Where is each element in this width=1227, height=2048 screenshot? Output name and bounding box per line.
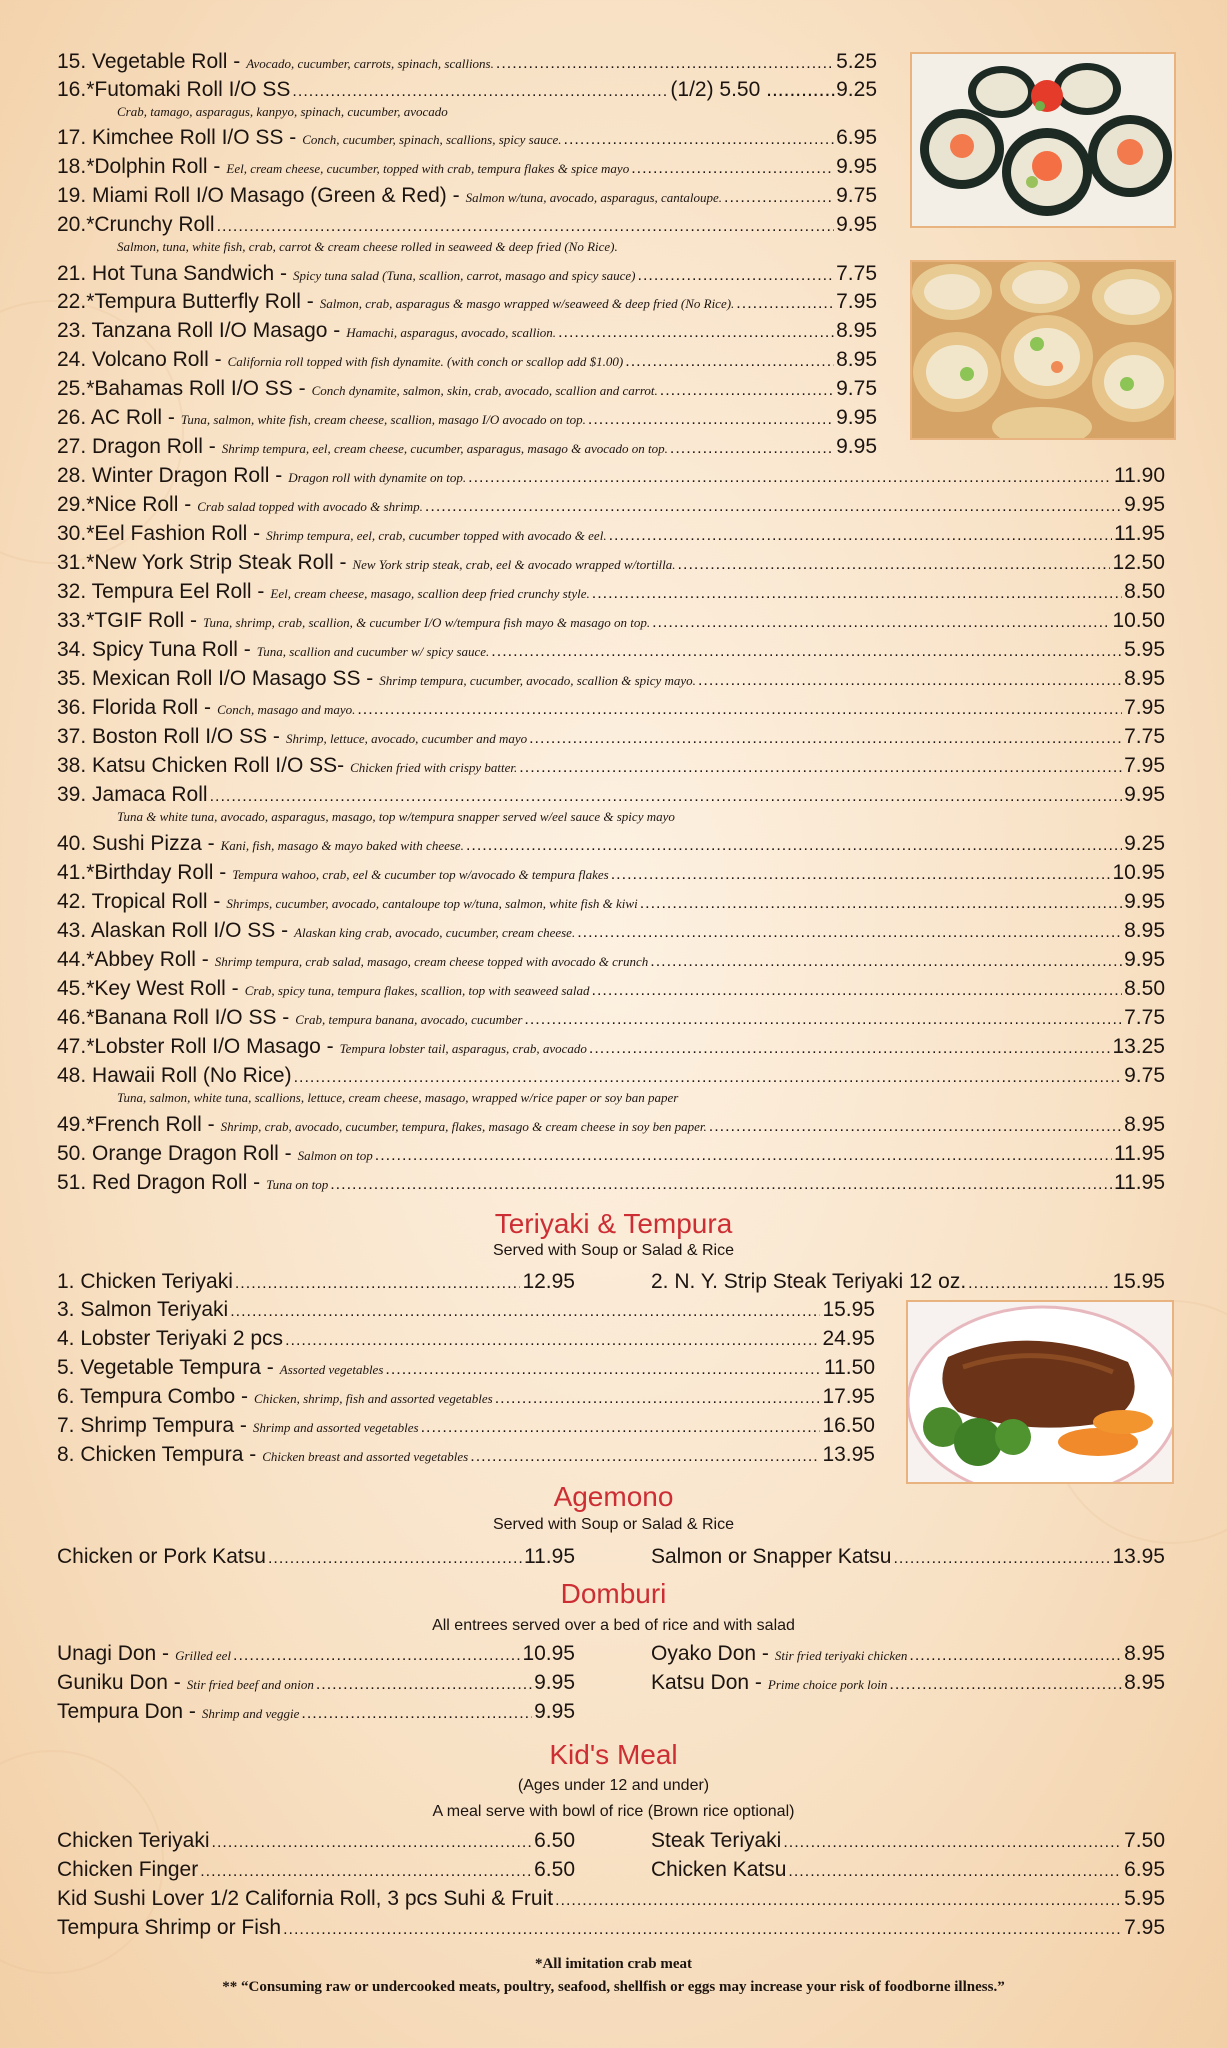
item-name: 24. Volcano Roll - [57,348,222,371]
roll-menu-item [57,377,877,401]
item-name: Chicken Teriyaki [57,1829,210,1852]
item-description: Shrimp tempura, cucumber, avocado, scallion & spicy mayo. [379,673,696,688]
roll-menu-item [57,1113,1165,1137]
roll-menu-item [57,890,1165,914]
dot-leader [524,1011,1122,1029]
dot-leader [470,1448,820,1466]
item-price: 8.95 [1124,1113,1165,1136]
item-name: 3. Salmon Teriyaki [57,1298,229,1321]
item-price: 12.50 [1112,551,1165,574]
item-price: 11.95 [1114,522,1165,545]
item-description: Kani, fish, masago & mayo baked with cheese. [220,838,464,853]
roll-menu-item [57,783,1165,807]
item-name: 44.*Abbey Roll - [57,948,209,971]
item-description: Prime choice pork loin [767,1677,888,1692]
dot-leader [678,556,1111,574]
roll-menu-item [57,464,1165,488]
item-description: Tuna, shrimp, crab, scallion, & cucumber I/O w/tempura fish mayo & masago on top. [203,615,651,630]
item-price: 9.95 [1124,948,1165,971]
dot-leader [652,614,1110,632]
item-name: 16.*Futomaki Roll I/O SS [57,78,291,101]
dot-leader [558,324,834,342]
item-description: Salmon w/tuna, avocado, asparagus, cantaloupe. [465,190,723,205]
item-name: 1. Chicken Teriyaki [57,1270,233,1293]
dot-leader [496,55,834,73]
item-price: 6.95 [836,126,877,149]
item-name: 8. Chicken Tempura - [57,1443,257,1466]
item-price: 17.95 [822,1385,875,1408]
kids-menu-item [57,1829,575,1853]
item-price: 9.95 [1124,783,1165,806]
item-price: 9.95 [836,435,877,458]
dot-leader [466,837,1122,855]
item-name: 19. Miami Roll I/O Masago (Green & Red) - [57,184,460,207]
item-price: 6.50 [534,1858,575,1881]
dot-leader [577,924,1122,942]
item-description: Crab salad topped with avocado & shrimp. [197,499,423,514]
dot-leader [210,788,1123,806]
item-description: Dragon roll with dynamite on top. [288,470,467,485]
item-description: Shrimp tempura, eel, cream cheese, cucumber, asparagus, masago & avocado on top. [221,441,668,456]
dot-leader [724,189,834,207]
item-description: Shrimp, lettuce, avocado, cucumber and mayo [285,731,528,746]
item-price: 15.95 [822,1298,875,1321]
item-name: 36. Florida Roll - [57,696,212,719]
dot-leader [660,382,834,400]
item-description: Shrimps, cucumber, avocado, cantaloupe top w/tuna, salmon, white fish & kiwi [226,896,638,911]
item-description: Crab, tempura banana, avocado, cucumber [295,1012,523,1027]
item-name: Chicken Finger [57,1858,199,1881]
dot-leader [529,730,1122,748]
item-price: 10.50 [1112,609,1165,632]
item-price: 8.95 [836,348,877,371]
dot-leader [283,1921,1122,1939]
teriyaki-note: Served with Soup or Salad & Rice [492,1242,734,1259]
item-price: 7.95 [1124,1916,1165,1939]
item-price: 9.95 [534,1700,575,1723]
item-price: 7.95 [1124,754,1165,777]
item-price: 10.95 [522,1642,575,1665]
dot-leader [736,295,834,313]
item-price: 5.95 [1124,638,1165,661]
dot-leader [200,1863,532,1881]
item-price: 11.95 [1114,1171,1165,1194]
item-name: 32. Tempura Eel Roll - [57,580,265,603]
item-name: 45.*Key West Roll - [57,977,239,1000]
item-name: 35. Mexican Roll I/O Masago SS - [57,667,374,690]
roll-menu-item [57,319,877,343]
dot-leader [491,643,1122,661]
item-price: 7.95 [1124,696,1165,719]
roll-menu-item [57,262,877,286]
roll-menu-item [57,78,877,102]
item-name: Salmon or Snapper Katsu [651,1545,892,1568]
kids-meal-heading: Kid's Meal [549,1739,678,1770]
dot-leader [375,1147,1112,1165]
item-price: 11.90 [1114,464,1165,487]
dot-leader [631,160,834,178]
dot-leader [609,527,1112,545]
item-name: 43. Alaskan Roll I/O SS - [57,919,289,942]
item-name: 49.*French Roll - [57,1113,215,1136]
item-name: 25.*Bahamas Roll I/O SS - [57,377,306,400]
item-price: 15.95 [1112,1270,1165,1293]
item-description: Stir fried beef and onion [186,1677,314,1692]
roll-menu-item [57,638,1165,662]
item-description: Salmon on top [297,1148,373,1163]
roll-menu-item [57,580,1165,604]
item-name: 23. Tanzana Roll I/O Masago - [57,319,341,342]
item-price: 11.50 [824,1356,875,1379]
teriyaki-tempura-heading: Teriyaki & Tempura [494,1208,733,1239]
dot-leader [909,1647,1122,1665]
dot-leader [698,672,1122,690]
item-description: Shrimp tempura, eel, crab, cucumber topped with avocado & eel. [266,528,607,543]
item-description: Conch, masago and mayo. [217,702,356,717]
item-description: Conch dynamite, salmon, skin, crab, avocado, scallion and carrot. [311,383,658,398]
dot-leader [357,701,1122,719]
item-price: 6.50 [534,1829,575,1852]
dot-leader [638,267,835,285]
roll-menu-item [57,551,1165,575]
item-price: 9.95 [836,406,877,429]
item-description: Hamachi, asparagus, avocado, scallion. [346,325,557,340]
roll-menu-item [57,609,1165,633]
roll-menu-item [57,435,877,459]
item-price: 7.95 [836,290,877,313]
roll-menu-item [57,725,1165,749]
item-name: 41.*Birthday Roll - [57,861,227,884]
item-name: 15. Vegetable Roll - [57,50,241,73]
item-name: 7. Shrimp Tempura - [57,1414,247,1437]
item-name: 47.*Lobster Roll I/O Masago - [57,1035,334,1058]
dot-leader [316,1676,532,1694]
kids-meal-rice-note: A meal serve with bowl of rice (Brown rice optional) [432,1803,795,1820]
item-description: Chicken fried with crispy batter. [350,760,518,775]
item-price: 9.25 [1124,832,1165,855]
dot-leader [217,218,835,236]
roll-menu-item [57,50,877,74]
item-description: Crab, spicy tuna, tempura flakes, scallion, top with seaweed salad [244,983,590,998]
item-price: 9.75 [836,184,877,207]
item-name: Oyako Don - [651,1642,769,1665]
item-name: 40. Sushi Pizza - [57,832,215,855]
item-name: Steak Teriyaki [651,1829,782,1852]
item-description: Shrimp and veggie [201,1706,300,1721]
roll-menu-item [57,213,877,237]
roll-menu-item [57,1142,1165,1166]
item-description: Tuna, salmon, white fish, cream cheese, scallion, masago I/O avocado on top. [180,412,586,427]
item-name: 27. Dragon Roll - [57,435,216,458]
item-price: 9.75 [836,377,877,400]
item-price: 8.95 [1124,667,1165,690]
roll-menu-item [57,1171,1165,1195]
roll-menu-item [57,290,877,314]
roll-menu-item [57,522,1165,546]
item-name: Tempura Shrimp or Fish [57,1916,282,1939]
item-description: Shrimp tempura, crab salad, masago, cream cheese topped with avocado & crunch [214,954,649,969]
item-description: Chicken breast and assorted vegetables [262,1449,469,1464]
item-price: 13.95 [822,1443,875,1466]
roll-menu-item [57,667,1165,691]
roll-menu-item [57,919,1165,943]
roll-menu-item [57,948,1165,972]
teriyaki-menu-item [57,1356,875,1380]
item-price: 5.25 [836,50,877,73]
item-name: Chicken or Pork Katsu [57,1545,266,1568]
item-name: 4. Lobster Teriyaki 2 pcs [57,1327,284,1350]
item-price: 8.50 [1124,580,1165,603]
item-name: 6. Tempura Combo - [57,1385,249,1408]
item-description: Avocado, cucumber, carrots, spinach, scallions. [246,56,494,71]
dot-leader [330,1176,1112,1194]
dot-leader [268,1550,522,1568]
dot-leader [592,982,1123,1000]
dot-leader [625,353,834,371]
dot-leader [588,411,834,429]
roll-menu-item [57,977,1165,1001]
item-description: Spicy tuna salad (Tuna, scallion, carrot, masago and spicy sauce) [292,268,636,283]
item-price: 13.25 [1112,1035,1165,1058]
item-name: 21. Hot Tuna Sandwich - [57,262,287,285]
dot-leader [385,1361,822,1379]
item-price: 9.95 [534,1671,575,1694]
item-description: Chicken, shrimp, fish and assorted vegetables [254,1391,493,1406]
teriyaki-menu-item [57,1443,875,1467]
item-name: 37. Boston Roll I/O SS - [57,725,280,748]
item-name: Kid Sushi Lover 1/2 California Roll, 3 pcs Suhi & Fruit [57,1887,554,1910]
item-name: 39. Jamaca Roll [57,783,208,806]
item-price: 5.95 [1124,1887,1165,1910]
kids-menu-item [57,1887,1165,1911]
item-name: 34. Spicy Tuna Roll - [57,638,251,661]
item-name: 28. Winter Dragon Roll - [57,464,283,487]
dot-leader [783,1834,1122,1852]
item-description: Tuna on top [266,1177,329,1192]
kids-meal-age-note: (Ages under 12 and under) [517,1777,710,1794]
teriyaki-menu-item [57,1270,575,1294]
item-description: California roll topped with fish dynamite. (with conch or scallop add $1.00) [227,354,624,369]
item-description: New York strip steak, crab, eel & avocado wrapped w/tortilla. [352,557,676,572]
teriyaki-menu-item [57,1385,875,1409]
item-price: 9.95 [836,155,877,178]
dot-leader [235,1275,521,1293]
item-name: 33.*TGIF Roll - [57,609,198,632]
dot-leader [889,1676,1122,1694]
item-description: Tempura lobster tail, asparagus, crab, avocado [339,1041,587,1056]
dot-leader [670,440,834,458]
item-name: 31.*New York Strip Steak Roll - [57,551,347,574]
item-price: 9.95 [1124,890,1165,913]
item-price: 7.75 [1124,725,1165,748]
item-price: 24.95 [822,1327,875,1350]
item-description: Conch, cucumber, spinach, scallions, spicy sauce. [302,132,562,147]
item-ingredients: Crab, tamago, asparagus, kanpyo, spinach, cucumber, avocado [117,104,448,119]
imitation-crab-note: *All imitation crab meat [534,1956,693,1972]
sushi-roll-photo [910,52,1176,228]
item-name: 50. Orange Dragon Roll - [57,1142,292,1165]
roll-menu-item [57,861,1165,885]
item-description: Alaskan king crab, avocado, cucumber, cream cheese. [294,925,576,940]
dot-leader [788,1863,1122,1881]
roll-menu-item [57,1035,1165,1059]
dot-leader [425,498,1122,516]
item-price: 7.75 [836,262,877,285]
item-description: Salmon, crab, asparagus & masgo wrapped w/seaweed & deep fried (No Rice). [319,296,735,311]
item-description: Assorted vegetables [279,1362,384,1377]
dot-leader [640,895,1122,913]
item-name: Katsu Don - [651,1671,762,1694]
agemono-heading: Agemono [553,1481,674,1512]
item-name: 17. Kimchee Roll I/O SS - [57,126,297,149]
roll-menu-item [57,348,877,372]
foodborne-illness-warning: ** “Consuming raw or undercooked meats, poultry, seafood, shellfish or eggs may increase your risk of foodborne illness.” [222,1979,1005,1995]
teriyaki-menu-item [651,1270,1165,1294]
teriyaki-menu-item [57,1327,875,1351]
kids-menu-item [651,1858,1165,1882]
domburi-menu-item [57,1642,575,1666]
roll-menu-item [57,184,877,208]
dot-leader [292,83,668,101]
item-name: Tempura Don - [57,1700,196,1723]
item-price: 9.75 [1124,1064,1165,1087]
item-price: 7.50 [1124,1829,1165,1852]
item-price: 13.95 [1112,1545,1165,1568]
item-price: 11.95 [1114,1142,1165,1165]
item-name: 2. N. Y. Strip Steak Teriyaki 12 oz. [651,1270,967,1293]
item-price: 8.95 [1124,1642,1165,1665]
item-ingredients: Salmon, tuna, white fish, crab, carrot & cream cheese rolled in seaweed & deep fried (No Rice). [117,239,618,254]
dot-leader [233,1647,520,1665]
roll-menu-item [57,1006,1165,1030]
roll-menu-item [57,406,877,430]
dot-leader [564,131,835,149]
dot-leader [709,1118,1122,1136]
teriyaki-steak-photo [906,1300,1174,1484]
item-name: 20.*Crunchy Roll [57,213,215,236]
dot-leader [519,759,1122,777]
item-ingredients: Tuna & white tuna, avocado, asparagus, masago, top w/tempura snapper served w/eel sauce & spicy mayo [117,809,675,824]
item-price: 9.95 [1124,493,1165,516]
item-name: 5. Vegetable Tempura - [57,1356,274,1379]
item-name: 29.*Nice Roll - [57,493,192,516]
domburi-note: All entrees served over a bed of rice and with salad [432,1617,795,1634]
item-name: Unagi Don - [57,1642,170,1665]
dot-leader [285,1332,820,1350]
item-name: 26. AC Roll - [57,406,175,429]
dot-leader [589,1040,1111,1058]
item-price: 11.95 [524,1545,575,1568]
item-name: 51. Red Dragon Roll - [57,1171,261,1194]
item-description: Grilled eel [175,1648,232,1663]
teriyaki-menu-item [57,1414,875,1438]
dot-leader [968,1275,1110,1293]
item-description: Eel, cream cheese, cucumber, topped with crab, tempura flakes & spice mayo [226,161,630,176]
agemono-menu-item [651,1545,1165,1569]
roll-menu-item [57,696,1165,720]
item-price: 16.50 [822,1414,875,1437]
item-name: Guniku Don - [57,1671,181,1694]
item-price: 8.50 [1124,977,1165,1000]
domburi-menu-item [651,1642,1165,1666]
agemono-note: Served with Soup or Salad & Rice [492,1516,734,1533]
dot-leader [294,1069,1123,1087]
item-price: 9.95 [836,213,877,236]
item-price: 6.95 [1124,1858,1165,1881]
roll-menu-item [57,126,877,150]
item-price: 7.75 [1124,1006,1165,1029]
dot-leader [611,866,1111,884]
item-name: 42. Tropical Roll - [57,890,221,913]
item-ingredients: Tuna, salmon, white tuna, scallions, lettuce, cream cheese, masago, wrapped w/rice paper or soy ban paper [117,1090,679,1105]
roll-menu-item [57,493,1165,517]
domburi-menu-item [651,1671,1165,1695]
item-price: 8.95 [1124,919,1165,942]
item-name: 38. Katsu Chicken Roll I/O SS- [57,754,345,777]
item-name: Chicken Katsu [651,1858,787,1881]
item-price: (1/2) 5.50 ............9.25 [670,78,877,101]
roll-menu-item [57,155,877,179]
item-name: 22.*Tempura Butterfly Roll - [57,290,314,313]
dot-leader [495,1390,821,1408]
dot-leader [468,469,1112,487]
teriyaki-menu-item [57,1298,875,1322]
item-name: 46.*Banana Roll I/O SS - [57,1006,290,1029]
dot-leader [592,585,1122,603]
item-name: 30.*Eel Fashion Roll - [57,522,261,545]
dot-leader [650,953,1122,971]
domburi-menu-item [57,1700,575,1724]
kids-menu-item [651,1829,1165,1853]
item-description: Shrimp and assorted vegetables [252,1420,419,1435]
item-name: 48. Hawaii Roll (No Rice) [57,1064,292,1087]
item-name: 18.*Dolphin Roll - [57,155,221,178]
dot-leader [421,1419,821,1437]
dot-leader [893,1550,1110,1568]
item-description: Tuna, scallion and cucumber w/ spicy sauce. [256,644,490,659]
dot-leader [212,1834,533,1852]
roll-menu-item [57,754,1165,778]
domburi-menu-item [57,1671,575,1695]
roll-menu-item [57,832,1165,856]
item-price: 8.95 [836,319,877,342]
domburi-heading: Domburi [560,1578,667,1609]
dot-leader [555,1892,1122,1910]
tempura-roll-photo [910,260,1176,440]
dot-leader [230,1303,820,1321]
item-description: Eel, cream cheese, masago, scallion deep fried crunchy style. [270,586,590,601]
agemono-menu-item [57,1545,575,1569]
item-price: 10.95 [1112,861,1165,884]
item-description: Shrimp, crab, avocado, cucumber, tempura, flakes, masago & cream cheese in soy ben paper. [220,1119,707,1134]
dot-leader [301,1705,532,1723]
kids-menu-item [57,1858,575,1882]
item-price: 8.95 [1124,1671,1165,1694]
item-description: Stir fried teriyaki chicken [774,1648,908,1663]
item-description: Tempura wahoo, crab, eel & cucumber top w/avocado & tempura flakes [232,867,609,882]
item-price: 12.95 [522,1270,575,1293]
kids-menu-item [57,1916,1165,1940]
roll-menu-item [57,1064,1165,1088]
